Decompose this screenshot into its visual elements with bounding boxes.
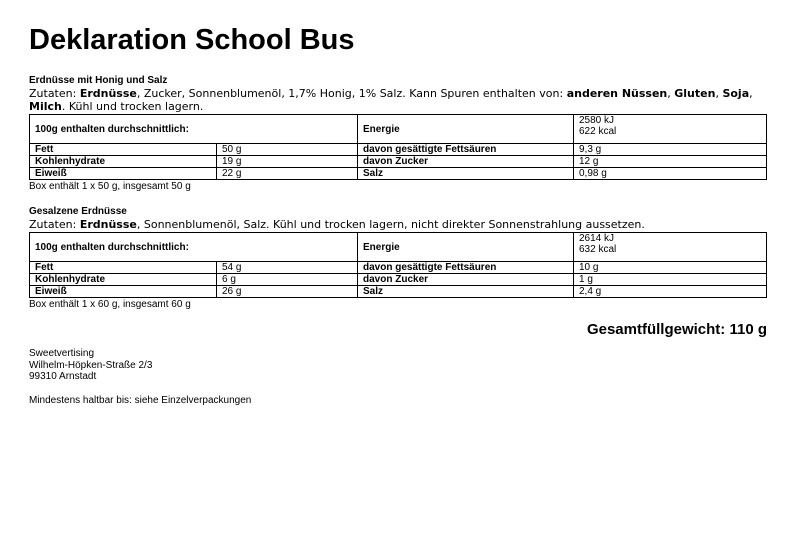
product-name: Erdnüsse mit Honig und Salz [29,75,168,86]
nutrient-label: Fett [30,144,217,156]
energy-kj: 2614 kJ [579,233,615,244]
ingredients-label: Zutaten [29,87,73,100]
ingredients-text: Zutaten: Erdnüsse, Zucker, Sonnenblumenöl, 1,7% Honig, 1% Salz. Kann Spuren enthalten von: anderen Nüssen, Gluten, Soja, Milch. Kühl und trocken lagern. [29,87,753,113]
product-name: Gesalzene Erdnüsse [29,206,127,217]
table-row [30,144,767,156]
energy-label: Energie [358,233,574,262]
box-note: Box enthält 1 x 50 g, insgesamt 50 g [29,181,191,192]
nutrient-label: davon Zucker [358,274,574,286]
nutrient-label: Eiweiß [30,168,217,180]
nutrient-label: Kohlenhydrate [30,274,217,286]
energy-kj: 2580 kJ [579,115,615,126]
nutrient-value: 22 g [217,168,358,180]
product-section-salted [29,206,769,311]
table-row [30,168,767,180]
nutrient-value: 50 g [217,144,358,156]
energy-value [574,233,767,262]
nutrient-label: Salz [358,286,574,298]
table-row [30,274,767,286]
nutrient-value: 9,3 g [574,144,767,156]
nutrient-value: 26 g [217,286,358,298]
nutrient-label: davon gesättigte Fettsäuren [358,144,574,156]
company-address [29,348,152,383]
company-name: Sweetvertising [29,348,95,359]
nutrient-value: 2,4 g [574,286,767,298]
total-weight: Gesamtfüllgewicht: 110 g [586,321,767,338]
energy-kcal: 632 kcal [579,244,617,255]
nutrient-value: 10 g [574,262,767,274]
nutrient-value: 12 g [574,156,767,168]
nutrition-table [29,114,767,180]
nutrition-header-label: 100g enthalten durchschnittlich: [30,115,358,144]
table-row [30,262,767,274]
nutrient-label: davon Zucker [358,156,574,168]
table-row [30,156,767,168]
table-row [30,286,767,298]
nutrient-value: 0,98 g [574,168,767,180]
nutrient-label: Salz [358,168,574,180]
energy-value [574,115,767,144]
ingredients-text: Zutaten: Erdnüsse, Sonnenblumenöl, Salz. Kühl und trocken lagern, nicht direkter Sonnenstrahlung aussetzen. [29,218,645,231]
nutrient-value: 54 g [217,262,358,274]
nutrient-label: Fett [30,262,217,274]
energy-label: Energie [358,115,574,144]
product-section-honey-salt [29,75,769,193]
box-note: Box enthält 1 x 60 g, insgesamt 60 g [29,299,191,310]
nutrient-value: 6 g [217,274,358,286]
nutrient-label: davon gesättigte Fettsäuren [358,262,574,274]
nutrition-header-label: 100g enthalten durchschnittlich: [30,233,358,262]
address-city: 99310 Arnstadt [29,371,97,382]
best-before-note: Mindestens haltbar bis: siehe Einzelverpackungen [29,395,252,406]
address-street: Wilhelm-Höpken-Straße 2/3 [29,359,153,371]
ingredients-label: Zutaten [29,218,73,231]
nutrient-value: 1 g [574,274,767,286]
nutrient-label: Eiweiß [30,286,217,298]
nutrition-table [29,232,767,298]
nutrient-value: 19 g [217,156,358,168]
page-title: Deklaration School Bus [29,24,355,56]
nutrient-label: Kohlenhydrate [30,156,217,168]
energy-kcal: 622 kcal [579,126,617,137]
